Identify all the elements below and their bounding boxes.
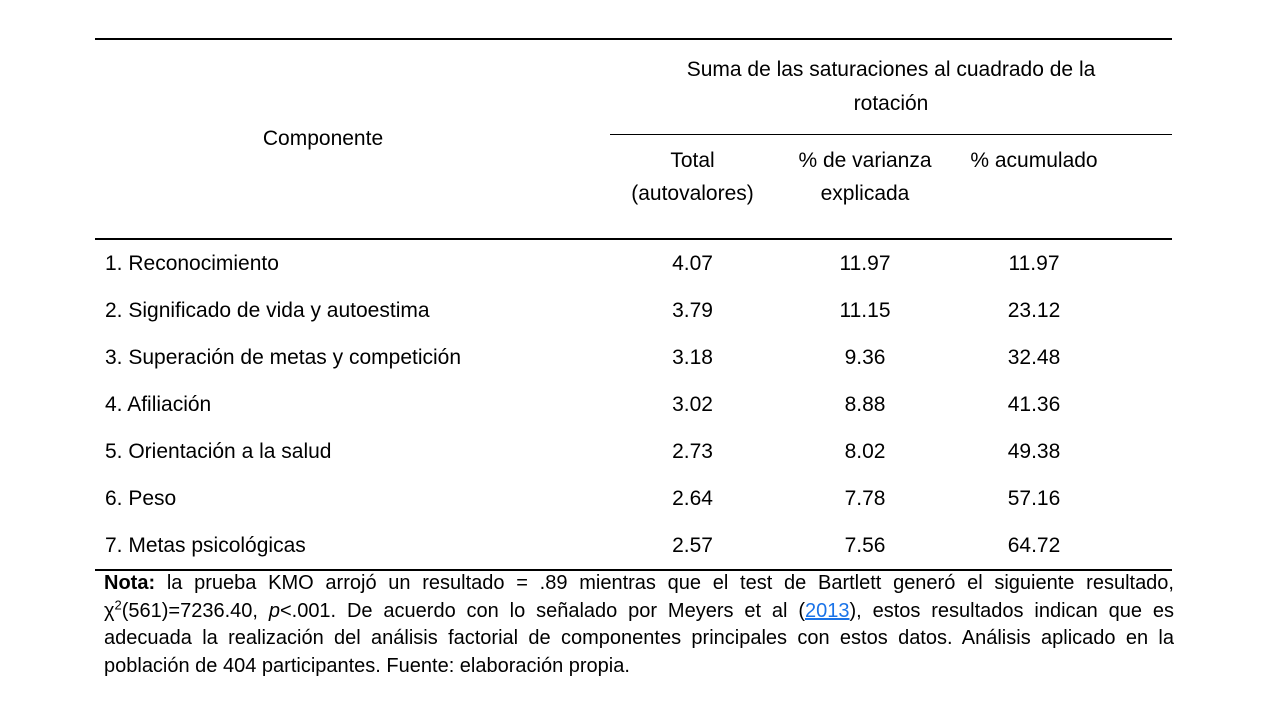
acumulado-value: 64.72: [1007, 533, 1061, 557]
column-header-total: [610, 135, 775, 240]
total-value: 2.73: [672, 439, 713, 463]
acumulado-value: 11.97: [1008, 251, 1060, 275]
acumulado-value: 23.12: [1007, 298, 1061, 322]
table-note: [104, 570, 1174, 680]
note-label: Nota:: [104, 572, 156, 594]
component-label: 2. Significado de vida y autoestima: [105, 298, 430, 322]
note-text-1: la prueba KMO arrojó un resultado = .89 mientras que el test de Bartlett generó el siguiente resultado, χ: [104, 572, 1174, 622]
component-label: 5. Orientación a la salud: [105, 439, 332, 463]
varianza-value: 11.97: [839, 251, 891, 275]
column-header-acumulado: [955, 135, 1172, 240]
table-row: [95, 381, 1172, 428]
spanner-header-row: [95, 39, 1172, 135]
spanner-header-line1: Suma de las saturaciones al cuadrado de la: [686, 58, 1096, 82]
acumulado-value: 41.36: [1007, 392, 1061, 416]
varianza-value: 7.78: [844, 486, 886, 510]
varianza-value: 11.15: [839, 298, 891, 322]
varianza-value: 8.88: [844, 392, 886, 416]
varianza-value: 9.36: [844, 345, 886, 369]
acumulado-value: 57.16: [1007, 486, 1061, 510]
total-value: 3.02: [672, 392, 713, 416]
component-label: 1. Reconocimiento: [105, 251, 279, 275]
table-row: [95, 475, 1172, 522]
column-header-acumulado-line1: % acumulado: [970, 149, 1098, 172]
note-text-4: ), estos resultados indican que es adecuada la realización del análisis factorial de componentes principales con estos datos. Análisis aplicado en la población de 404 participantes. Fuente: elaboración propia.: [104, 599, 1174, 677]
acumulado-value: 49.38: [1007, 439, 1061, 463]
varianza-value: 8.02: [844, 439, 886, 463]
table-row: [95, 287, 1172, 334]
varianza-value: 7.56: [844, 533, 886, 557]
spanner-header-line2: rotación: [853, 92, 929, 115]
column-header-total-line1: Total: [670, 149, 715, 172]
table-row: [95, 239, 1172, 287]
total-value: 2.64: [672, 486, 713, 510]
note-text-2: (561)=7236.40,: [121, 599, 269, 622]
chi-square-exponent: 2: [114, 596, 122, 612]
component-label: 7. Metas psicológicas: [105, 533, 306, 557]
column-header-varianza-line1: % de varianza: [798, 149, 932, 172]
column-header-componente: Componente: [95, 39, 610, 239]
component-label: 6. Peso: [105, 486, 177, 510]
column-header-total-line2: (autovalores): [631, 181, 754, 205]
total-value: 4.07: [672, 251, 713, 275]
table-row: [95, 428, 1172, 475]
spanner-header: [610, 39, 1172, 135]
pca-rotation-table: [95, 38, 1172, 571]
column-header-varianza-line2: explicada: [820, 181, 910, 205]
total-value: 2.57: [672, 533, 713, 557]
p-value-symbol: p: [268, 599, 280, 622]
citation-year-link[interactable]: 2013: [805, 599, 850, 622]
component-label: 4. Afiliación: [105, 392, 212, 416]
component-label: 3. Superación de metas y competición: [105, 345, 462, 369]
table-row: [95, 522, 1172, 570]
column-header-varianza: [775, 135, 955, 240]
total-value: 3.18: [672, 345, 713, 369]
note-text-3: <.001. De acuerdo con lo señalado por Meyers et al (: [279, 599, 805, 622]
total-value: 3.79: [672, 298, 713, 322]
acumulado-value: 32.48: [1007, 345, 1061, 369]
table-row: [95, 334, 1172, 381]
